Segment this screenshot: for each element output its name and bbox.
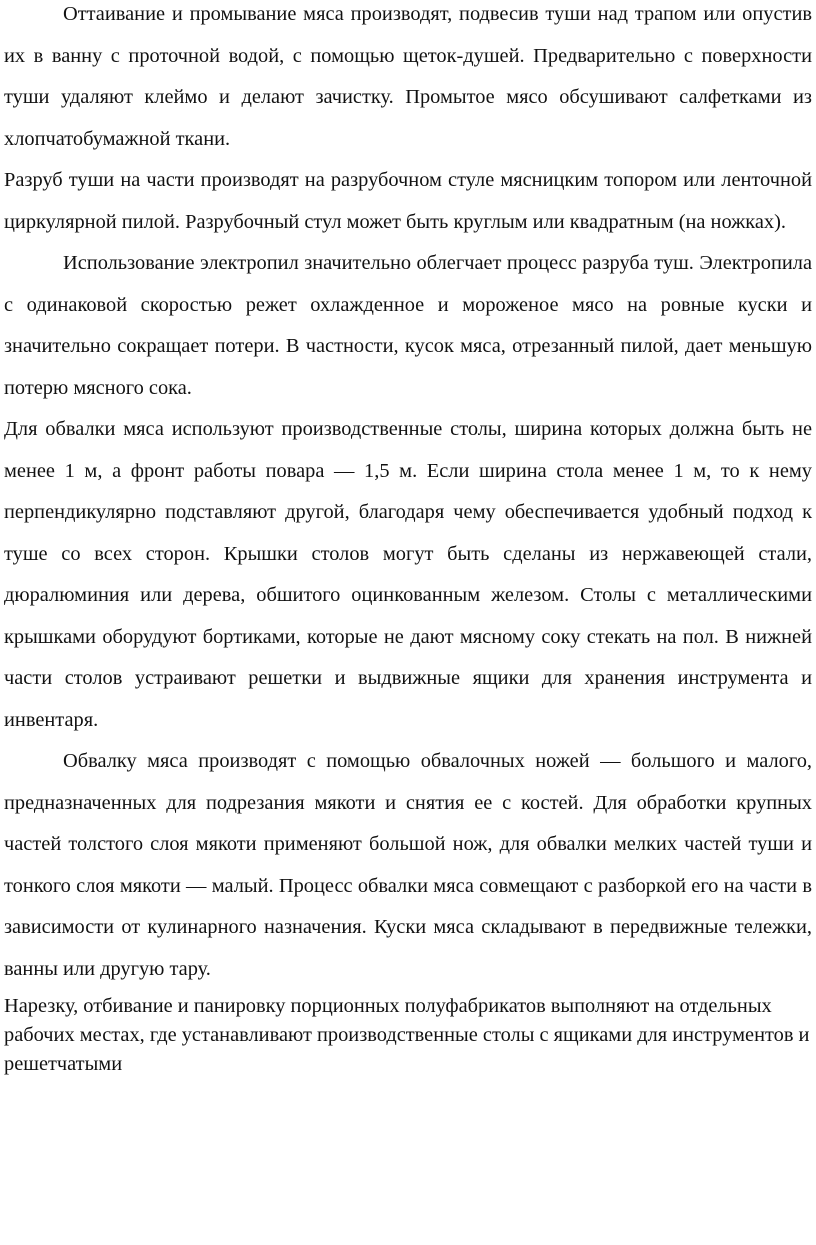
paragraph-deboning-knives: Обвалку мяса производят с помощью обвалочных ножей — большого и малого, предназначенных для подрезания мякоти и снятия ее с костей. Для обработки крупных частей толстого слоя мякоти применяют большой нож, для обвалки мелких частей туши и тонкого слоя мякоти — малый. Процесс обвалки мяса совмещают с разборкой его на части в зависимости от кулинарного назначения. Куски мяса складывают в передвижные тележки, ванны или другую тару. xyxy=(4,750,812,980)
paragraph-thawing: Оттаивание и промывание мяса производят, подвесив туши над трапом или опустив их в ванну с проточной водой, с помощью щеток-душей. Предварительно с поверхности туши удаляют клеймо и делают зачистку. Промытое мясо обсушивают салфетками из хлопчатобумажной ткани. xyxy=(4,3,812,150)
paragraph-portioning: Нарезку, отбивание и панировку порционных полуфабрикатов выполняют на отдельных рабочих местах, где устанавливают производственные столы с ящиками для инструментов и решетчатыми xyxy=(4,995,810,1075)
paragraph-deboning-tables: Для обвалки мяса используют производственные столы, ширина которых должна быть не менее 1 м, а фронт работы повара — 1,5 м. Если ширина стола менее 1 м, то к нему перпендикулярно подставляют другой, благодаря чему обеспечивается удобный подход к туше со всех сторон. Крышки столов могут быть сделаны из нержавеющей стали, дюралюминия или дерева, обшитого оцинкованным железом. Столы с металлическими крышками оборудуют бортиками, которые не дают мясному соку стекать на пол. В нижней части столов устраивают решетки и выдвижные ящики для хранения инструмента и инвентаря. xyxy=(4,418,812,731)
paragraph-electric-saw: Использование электропил значительно облегчает процесс разруба туш. Электропила с одинаковой скоростью режет охлажденное и мороженое мясо на ровные куски и значительно сокращает потери. В частности, кусок мяса, отрезанный пилой, дает меньшую потерю мясного сока. xyxy=(4,252,812,399)
paragraph-cutting: Разруб туши на части производят на разрубочном стуле мясницким топором или ленточной циркулярной пилой. Разрубочный стул может быть круглым или квадратным (на ножках). xyxy=(4,169,812,233)
